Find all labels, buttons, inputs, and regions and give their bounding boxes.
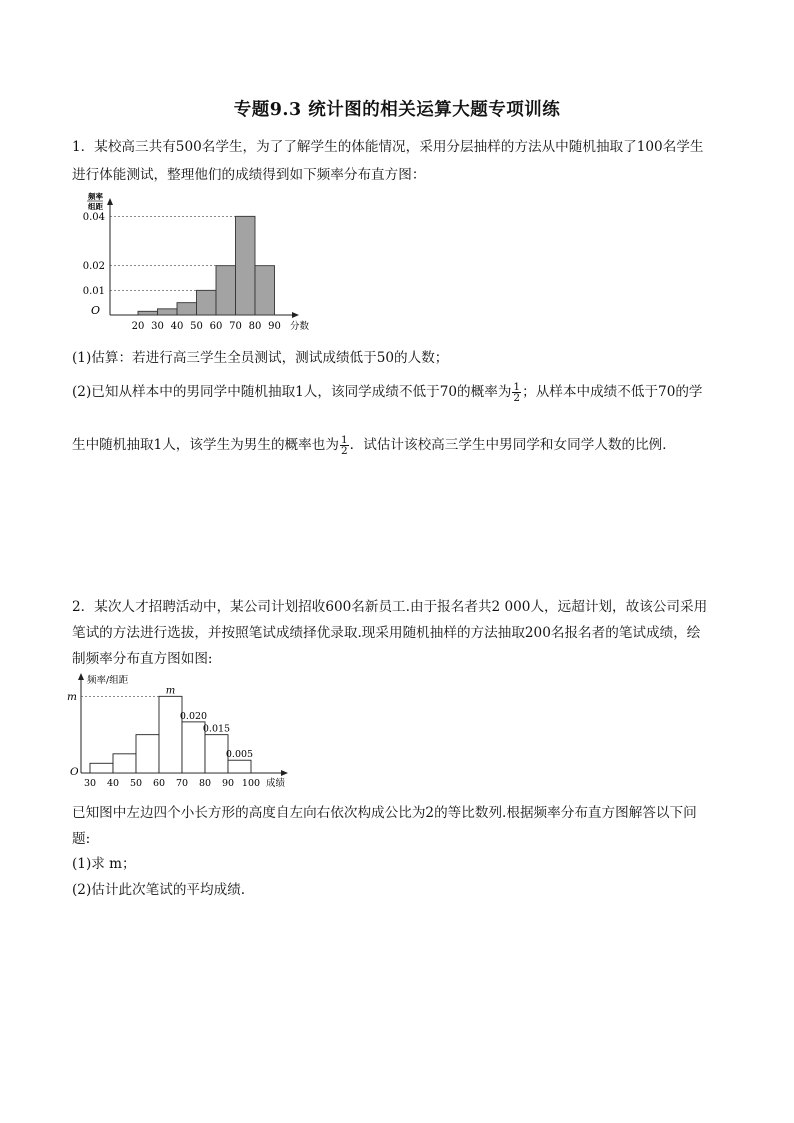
histogram-bar (205, 735, 228, 773)
histogram-bar (255, 266, 275, 315)
x-axis-arrow (292, 312, 299, 318)
origin-label: O (91, 304, 101, 317)
histogram-bar (90, 763, 113, 773)
q1-sub2-line1 (72, 380, 703, 403)
bar-value-label: 0.020 (179, 710, 208, 722)
q1-stem-line1: 1．某校高三共有500名学生，为了了解学生的体能情况，采用分层抽样的方法从中随机抽取了100名学生 (72, 139, 704, 155)
q1-sub2-text-c: 生中随机抽取1人，该学生为男生的概率也为 (72, 437, 339, 453)
x-tick-label: 60 (209, 321, 223, 332)
bar-value-label: m (165, 685, 176, 697)
bar-value-label: 0.015 (202, 723, 231, 735)
q2-stem-line2: 笔试的方法进行选拔，并按照笔试成绩择优录取.现采用随机抽样的方法抽取200名报名者的笔试成绩，绘 (72, 625, 701, 641)
fraction-one-half (340, 435, 349, 456)
q2-condition-line1: 已知图中左边四个小长方形的高度自左向右依次构成公比为2的等比数列.根据频率分布直方图解答以下问 (72, 805, 697, 821)
y-axis-label: 频率/组距 (87, 675, 129, 686)
histogram-bar (159, 696, 182, 773)
bar-value-label: 0.005 (225, 749, 254, 761)
x-tick-label: 70 (175, 778, 189, 789)
x-tick-label: 30 (151, 321, 164, 332)
x-tick-label: 80 (248, 321, 262, 332)
fraction-denominator: 2 (340, 445, 348, 457)
x-tick-label: 20 (131, 321, 145, 332)
q1-histogram (70, 190, 330, 338)
histogram-bar (113, 754, 136, 773)
histogram-bar (197, 290, 217, 315)
page-title: 专题9.3 统计图的相关运算大题专项训练 (233, 100, 561, 120)
x-tick-label: 40 (106, 778, 120, 789)
x-tick-label: 30 (83, 778, 97, 789)
histogram-bar (136, 735, 159, 773)
histogram-bar (158, 309, 178, 315)
y-axis-label-bottom: 组距 (88, 202, 103, 211)
fraction-one-half (512, 382, 521, 403)
q1-sub2-text-d: ．试估计该校高三学生中男同学和女同学人数的比例． (349, 437, 676, 453)
x-axis-label: 分数 (290, 321, 310, 332)
histogram-bar (182, 722, 205, 773)
histogram-bar (177, 303, 197, 315)
y-tick-label: 0.02 (82, 261, 105, 273)
q2-stem-line3: 制频率分布直方图如图: (72, 651, 213, 667)
fraction-denominator: 2 (513, 392, 521, 404)
y-axis-arrow (107, 198, 113, 205)
x-tick-label: 100 (241, 778, 261, 789)
q1-sub2-text-a: (2)已知从样本中的男同学中随机抽取1人，该同学成绩不低于70的概率为 (72, 384, 512, 400)
x-tick-label: 40 (170, 321, 184, 332)
q2-sub2: (2)估计此次笔试的平均成绩. (72, 882, 246, 898)
y-tick-label: m (67, 690, 77, 703)
y-tick-label: 0.04 (82, 211, 105, 223)
q1-sub2-line2 (72, 433, 676, 456)
q1-sub2-text-b: ；从样本中成绩不低于70的学 (522, 384, 703, 400)
x-axis-label: 成绩 (266, 778, 286, 789)
x-tick-label: 60 (152, 778, 166, 789)
x-axis-arrow (281, 770, 288, 776)
x-tick-label: 50 (129, 778, 143, 789)
y-tick-label: 0.01 (82, 285, 105, 297)
y-axis-label-top: 频率 (88, 192, 103, 201)
histogram-bar (236, 216, 256, 315)
histogram-bar (138, 311, 158, 315)
q1-stem-line2: 进行体能测试，整理他们的成绩得到如下频率分布直方图： (72, 167, 426, 183)
x-tick-label: 70 (229, 321, 242, 332)
fraction-numerator: 1 (513, 381, 521, 393)
origin-label: O (70, 766, 79, 778)
histogram-bar (216, 266, 236, 315)
q2-sub1: (1)求 m； (72, 856, 136, 872)
q2-stem-line1: 2．某次人才招聘活动中，某公司计划招收600名新员工.由于报名者共2 000人，远超计划，故该公司采用 (72, 599, 708, 615)
y-axis-arrow (78, 673, 84, 680)
x-tick-label: 80 (198, 778, 212, 789)
x-tick-label: 90 (268, 321, 281, 332)
q2-histogram (67, 668, 300, 794)
x-tick-label: 90 (221, 778, 235, 789)
histogram-bar (228, 760, 251, 773)
q1-sub1: (1)估算：若进行高三学生全员测试，测试成绩低于50的人数； (72, 350, 449, 366)
x-tick-label: 50 (190, 321, 203, 332)
fraction-numerator: 1 (340, 434, 348, 446)
q2-condition-line2: 题: (72, 831, 91, 847)
